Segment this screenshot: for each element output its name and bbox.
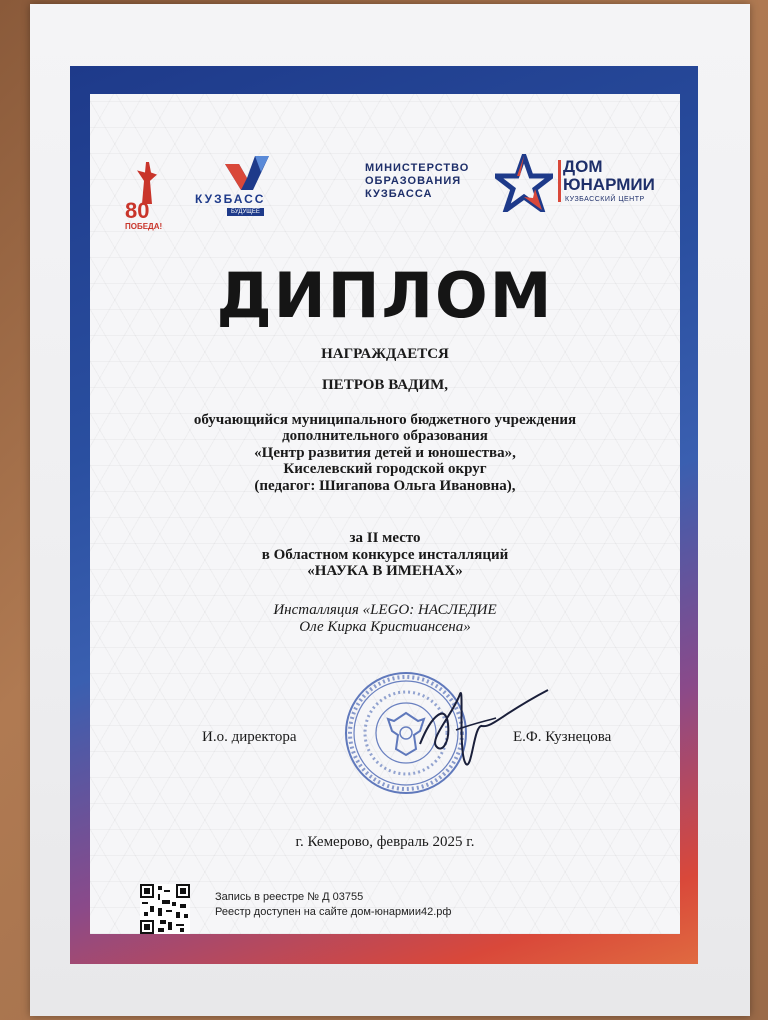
star-icon xyxy=(495,154,553,212)
work-line-1: Инсталляция «LEGO: НАСЛЕДИЕ xyxy=(273,602,497,618)
recipient-name: ПЕТРОВ ВАДИМ, xyxy=(322,377,448,393)
contest-line: в Областном конкурсе инсталляций xyxy=(261,547,509,563)
kuzbass-word: КУЗБАСС xyxy=(195,192,266,206)
dom-line-2: ЮНАРМИИ xyxy=(563,175,655,194)
diploma-title: ДИПЛОМ xyxy=(216,259,554,332)
ministry-line-1: МИНИСТЕРСТВО xyxy=(365,162,470,174)
logo-row xyxy=(125,144,665,234)
qr-code-icon xyxy=(140,884,190,934)
signer-name: Е.Ф. Кузнецова xyxy=(513,729,612,745)
dom-line-1: ДОМ xyxy=(563,157,603,176)
work-line-2: Оле Кирка Кристиансена» xyxy=(299,619,471,635)
diploma-body xyxy=(90,94,680,934)
diploma-frame xyxy=(70,66,698,964)
dom-yunarmii-logo xyxy=(495,154,675,224)
victory-number: 80 xyxy=(125,198,150,223)
kuzbass-logo xyxy=(195,156,335,226)
detail-line-3: «Центр развития детей и юношества», xyxy=(254,445,516,461)
registry-info xyxy=(215,890,451,920)
dom-divider xyxy=(558,160,561,202)
ministry-line-2: ОБРАЗОВАНИЯ xyxy=(365,175,462,187)
victory-80-logo xyxy=(125,162,171,242)
kuzbass-sub: БУДУЩЕЕ xyxy=(227,208,264,216)
registry-line-1: Запись в реестре № Д 03755 xyxy=(215,891,364,903)
registry-line-2: Реестр доступен на сайте дом-юнармии42.рф xyxy=(215,906,452,918)
kuzbass-check-icon xyxy=(225,156,269,190)
victory-word: ПОБЕДА! xyxy=(125,222,163,231)
signer-role: И.о. директора xyxy=(202,729,297,745)
contest-name: «НАУКА В ИМЕНАХ» xyxy=(307,563,463,579)
dom-line-3: КУЗБАССКИЙ ЦЕНТР xyxy=(565,196,645,203)
diploma-paper xyxy=(30,4,750,1016)
detail-line-2: дополнительного образования xyxy=(282,428,488,444)
place-line: за II место xyxy=(349,530,421,546)
city-date: г. Кемерово, февраль 2025 г. xyxy=(295,834,475,850)
ministry-logo xyxy=(365,162,495,201)
detail-line-4: Киселевский городской округ xyxy=(283,461,487,477)
awarded-label: НАГРАЖДАЕТСЯ xyxy=(321,346,449,362)
detail-line-5: (педагог: Шигапова Ольга Ивановна), xyxy=(254,478,516,494)
detail-line-1: обучающийся муниципального бюджетного учреждения xyxy=(193,412,577,428)
ministry-line-3: КУЗБАССА xyxy=(365,188,433,200)
